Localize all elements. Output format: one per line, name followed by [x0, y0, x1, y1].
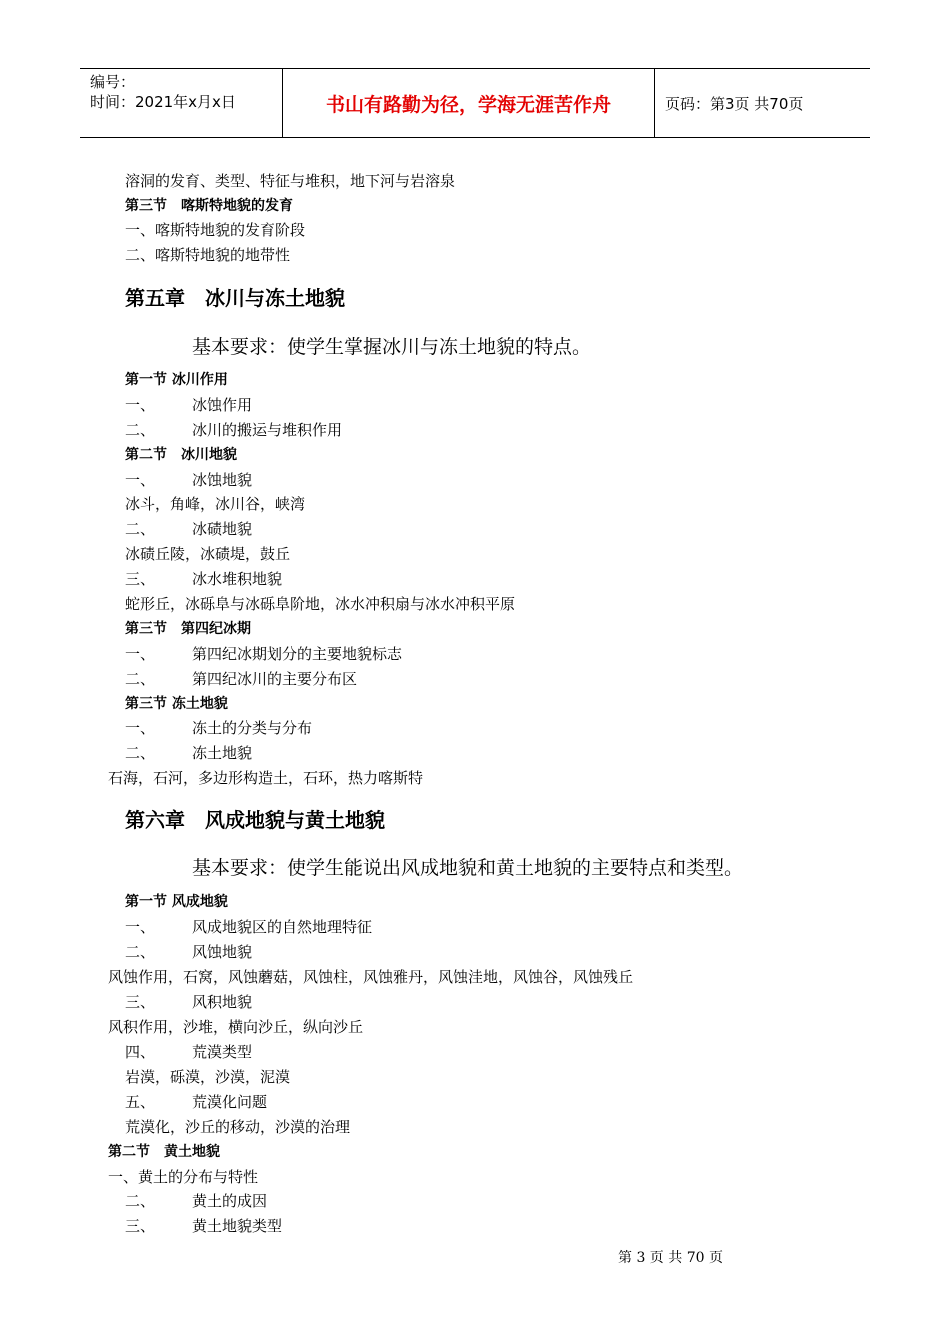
list-number: 二、 [125, 943, 156, 961]
section-heading: 第三节 第四纪冰期 [125, 621, 251, 637]
list-number: 一、 [125, 396, 156, 414]
list-text: 第四纪冰期划分的主要地貌标志 [192, 645, 403, 663]
serial-label: 编号： [90, 73, 136, 91]
list-text: 风蚀地貌 [192, 943, 253, 961]
list-number: 二、 [125, 421, 156, 439]
list-number: 一、 [125, 471, 156, 489]
list-item [125, 395, 252, 415]
list-text: 荒漠化问题 [192, 1093, 268, 1111]
list-item [125, 669, 357, 689]
list-number: 五、 [125, 1093, 156, 1111]
section-heading: 第二节 冰川地貌 [125, 447, 237, 463]
list-number: 二、 [125, 1192, 156, 1210]
list-text: 冰蚀作用 [192, 396, 253, 414]
chapter-title: 第五章 冰川与冻土地貌 [125, 286, 345, 310]
section-heading: 第三节 冻土地貌 [125, 696, 228, 712]
text-line: 石海，石河，多边形构造土，石环，热力喀斯特 [108, 769, 424, 787]
list-number: 一、 [125, 918, 156, 936]
list-number: 四、 [125, 1043, 156, 1061]
list-number: 二、 [125, 520, 156, 538]
header-info-cell [80, 69, 282, 137]
list-number: 三、 [125, 570, 156, 588]
list-item [125, 470, 252, 490]
list-text: 冰水堆积地貌 [192, 570, 283, 588]
list-text: 黄土的成因 [192, 1192, 268, 1210]
list-item [125, 942, 252, 962]
text-line: 蛇形丘，冰砾阜与冰砾阜阶地，冰水冲积扇与冰水冲积平原 [125, 595, 516, 613]
list-text: 荒漠类型 [192, 1043, 253, 1061]
chapter-title: 第六章 风成地貌与黄土地貌 [125, 808, 385, 832]
chapter-requirement: 基本要求：使学生掌握冰川与冻土地貌的特点。 [192, 336, 592, 358]
text-line: 风蚀作用，石窝，风蚀蘑菇，风蚀柱，风蚀雅丹，风蚀洼地，风蚀谷，风蚀残丘 [108, 968, 634, 986]
list-text: 冻土地貌 [192, 744, 253, 762]
list-number: 三、 [125, 1217, 156, 1235]
list-item [125, 569, 282, 589]
chapter-requirement: 基本要求：使学生能说出风成地貌和黄土地貌的主要特点和类型。 [192, 857, 744, 879]
text-line: 岩漠，砾漠，沙漠，泥漠 [125, 1068, 291, 1086]
section-heading: 第三节 喀斯特地貌的发育 [125, 198, 293, 214]
list-number: 二、 [125, 670, 156, 688]
list-text: 第四纪冰川的主要分布区 [192, 670, 358, 688]
header-divider [654, 69, 655, 137]
list-text: 黄土地貌类型 [192, 1217, 283, 1235]
list-text: 冰碛地貌 [192, 520, 253, 538]
list-number: 三、 [125, 993, 156, 1011]
list-item [125, 992, 252, 1012]
text-line: 一、喀斯特地貌的发育阶段 [125, 221, 306, 239]
text-line: 荒漠化，沙丘的移动，沙漠的治理 [125, 1118, 351, 1136]
section-heading: 第一节 风成地貌 [125, 894, 228, 910]
list-item [125, 1216, 282, 1236]
text-line: 溶洞的发育、类型、特征与堆积，地下河与岩溶泉 [125, 172, 456, 190]
list-text: 冰川的搬运与堆积作用 [192, 421, 343, 439]
list-item [125, 1191, 267, 1211]
list-number: 一、 [125, 719, 156, 737]
list-number: 一、 [125, 645, 156, 663]
list-item [125, 743, 252, 763]
text-line: 冰斗，角峰，冰川谷，峡湾 [125, 495, 306, 513]
header-page-number: 页码：第3页 共70页 [665, 94, 804, 113]
list-text: 风积地貌 [192, 993, 253, 1011]
header-motto: 书山有路勤为径，学海无涯苦作舟 [325, 93, 611, 116]
list-number: 二、 [125, 744, 156, 762]
list-item [125, 1042, 252, 1062]
list-item [125, 519, 252, 539]
list-text: 冻土的分类与分布 [192, 719, 313, 737]
list-item [125, 917, 372, 937]
text-line: 二、喀斯特地貌的地带性 [125, 246, 291, 264]
section-heading: 第一节 冰川作用 [125, 372, 228, 388]
list-item [125, 420, 342, 440]
time-label: 时间：2021年x月x日 [90, 93, 236, 111]
list-text: 冰蚀地貌 [192, 471, 253, 489]
text-line: 冰碛丘陵，冰碛堤，鼓丘 [125, 545, 291, 563]
list-text: 风成地貌区的自然地理特征 [192, 918, 373, 936]
text-line: 一、黄土的分布与特性 [108, 1168, 259, 1186]
list-item [125, 718, 312, 738]
list-item [125, 644, 402, 664]
page-header [80, 68, 870, 138]
text-line: 风积作用，沙堆，横向沙丘，纵向沙丘 [108, 1018, 364, 1036]
list-item [125, 1092, 267, 1112]
page-footer: 第 3 页 共 70 页 [618, 1250, 723, 1266]
section-heading: 第二节 黄土地貌 [108, 1144, 220, 1160]
